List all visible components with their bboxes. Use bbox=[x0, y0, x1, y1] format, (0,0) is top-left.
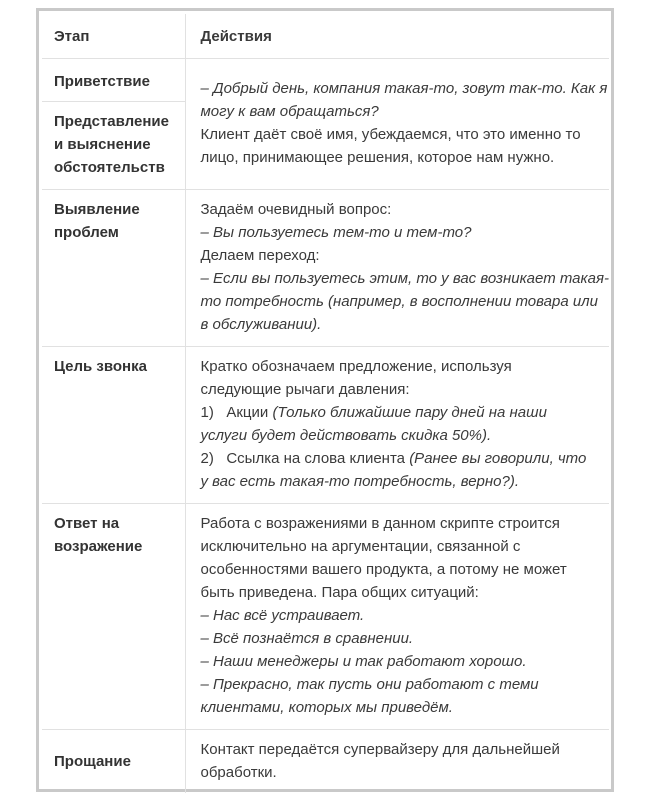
stage-objection-line-2: возражение bbox=[54, 537, 143, 555]
stage-problems-line-2: проблем bbox=[54, 223, 119, 241]
goal-item-2-note: (Ранее вы говорили, что bbox=[409, 449, 587, 467]
stage-intro bbox=[42, 101, 185, 189]
objection-line-1: Работа с возражениями в данном скрипте строится bbox=[200, 514, 560, 532]
goal-line-3 bbox=[201, 401, 598, 424]
header-row bbox=[42, 14, 609, 58]
stage-greeting-label: Приветствие bbox=[54, 72, 150, 90]
problems-line-1: Задаём очевидный вопрос: bbox=[200, 200, 392, 218]
objection-line-6: – Всё познаётся в сравнении. bbox=[200, 629, 414, 647]
actions-problems bbox=[185, 189, 609, 346]
stage-intro-line-2: и выяснение bbox=[54, 135, 151, 153]
header-stage-label: Этап bbox=[54, 28, 90, 45]
stage-farewell-label: Прощание bbox=[54, 752, 131, 770]
objection-line-4: быть приведена. Пара общих ситуаций: bbox=[200, 583, 479, 601]
stage-objection bbox=[42, 503, 185, 729]
actions-intro bbox=[185, 58, 609, 189]
stage-intro-line-3: обстоятельств bbox=[54, 158, 165, 176]
actions-objection bbox=[185, 503, 609, 729]
goal-line-1: Кратко обозначаем предложение, используя bbox=[200, 357, 512, 375]
objection-line-3: особенностями вашего продукта, а потому не может bbox=[200, 560, 567, 578]
stage-greeting bbox=[42, 58, 185, 101]
problems-line-3: Делаем переход: bbox=[200, 246, 320, 264]
stage-farewell bbox=[42, 729, 185, 793]
header-actions bbox=[185, 14, 609, 58]
objection-line-9: клиентами, которых мы приведём. bbox=[200, 698, 453, 716]
row-goal bbox=[42, 346, 609, 503]
objection-line-2: исключительно на аргументации, связанной с bbox=[200, 537, 521, 555]
stage-problems bbox=[42, 189, 185, 346]
intro-line-3: Клиент даёт своё имя, убеждаемся, что это именно то bbox=[200, 125, 581, 143]
problems-line-5: то потребность (например, в восполнении товара или bbox=[200, 292, 598, 310]
problems-line-4: – Если вы пользуетесь этим, то у вас возникает такая- bbox=[200, 269, 609, 287]
actions-farewell bbox=[185, 729, 609, 793]
script-table-frame bbox=[36, 8, 614, 792]
header-stage bbox=[42, 14, 185, 58]
row-problems bbox=[42, 189, 609, 346]
intro-line-4: лицо, принимающее решения, которое нам нужно. bbox=[200, 148, 555, 166]
row-greeting bbox=[42, 58, 609, 101]
script-table bbox=[42, 14, 609, 793]
stage-problems-line-1: Выявление bbox=[54, 200, 140, 218]
stage-objection-line-1: Ответ на bbox=[54, 514, 120, 532]
stage-goal bbox=[42, 346, 185, 503]
header-actions-label: Действия bbox=[200, 28, 272, 45]
stage-goal-label: Цель звонка bbox=[54, 357, 147, 375]
problems-line-2: – Вы пользуетесь тем-то и тем-то? bbox=[200, 223, 472, 241]
farewell-line-1: Контакт передаётся супервайзеру для дальнейшей bbox=[200, 740, 560, 758]
row-objection bbox=[42, 503, 609, 729]
intro-line-2: могу к вам обращаться? bbox=[200, 102, 379, 120]
problems-line-6: в обслуживании). bbox=[200, 315, 322, 333]
farewell-line-2: обработки. bbox=[200, 763, 277, 781]
stage-intro-line-1: Представление bbox=[54, 112, 169, 130]
goal-item-1-note: (Только ближайшие пару дней на наши bbox=[272, 403, 547, 421]
objection-line-8: – Прекрасно, так пусть они работают с теми bbox=[200, 675, 539, 693]
goal-line-4: услуги будет действовать скидка 50%). bbox=[200, 426, 492, 444]
goal-item-1-label: 1) Акции bbox=[200, 403, 273, 421]
objection-line-5: – Нас всё устраивает. bbox=[200, 606, 365, 624]
goal-item-2-label: 2) Ссылка на слова клиента bbox=[200, 449, 410, 467]
objection-line-7: – Наши менеджеры и так работают хорошо. bbox=[200, 652, 527, 670]
goal-line-2: следующие рычаги давления: bbox=[200, 380, 410, 398]
goal-line-6: у вас есть такая-то потребность, верно?). bbox=[200, 472, 519, 490]
goal-line-5 bbox=[201, 447, 598, 470]
row-farewell bbox=[42, 729, 609, 793]
actions-goal bbox=[185, 346, 609, 503]
intro-line-1: – Добрый день, компания такая-то, зовут так-то. Как я bbox=[200, 79, 608, 97]
